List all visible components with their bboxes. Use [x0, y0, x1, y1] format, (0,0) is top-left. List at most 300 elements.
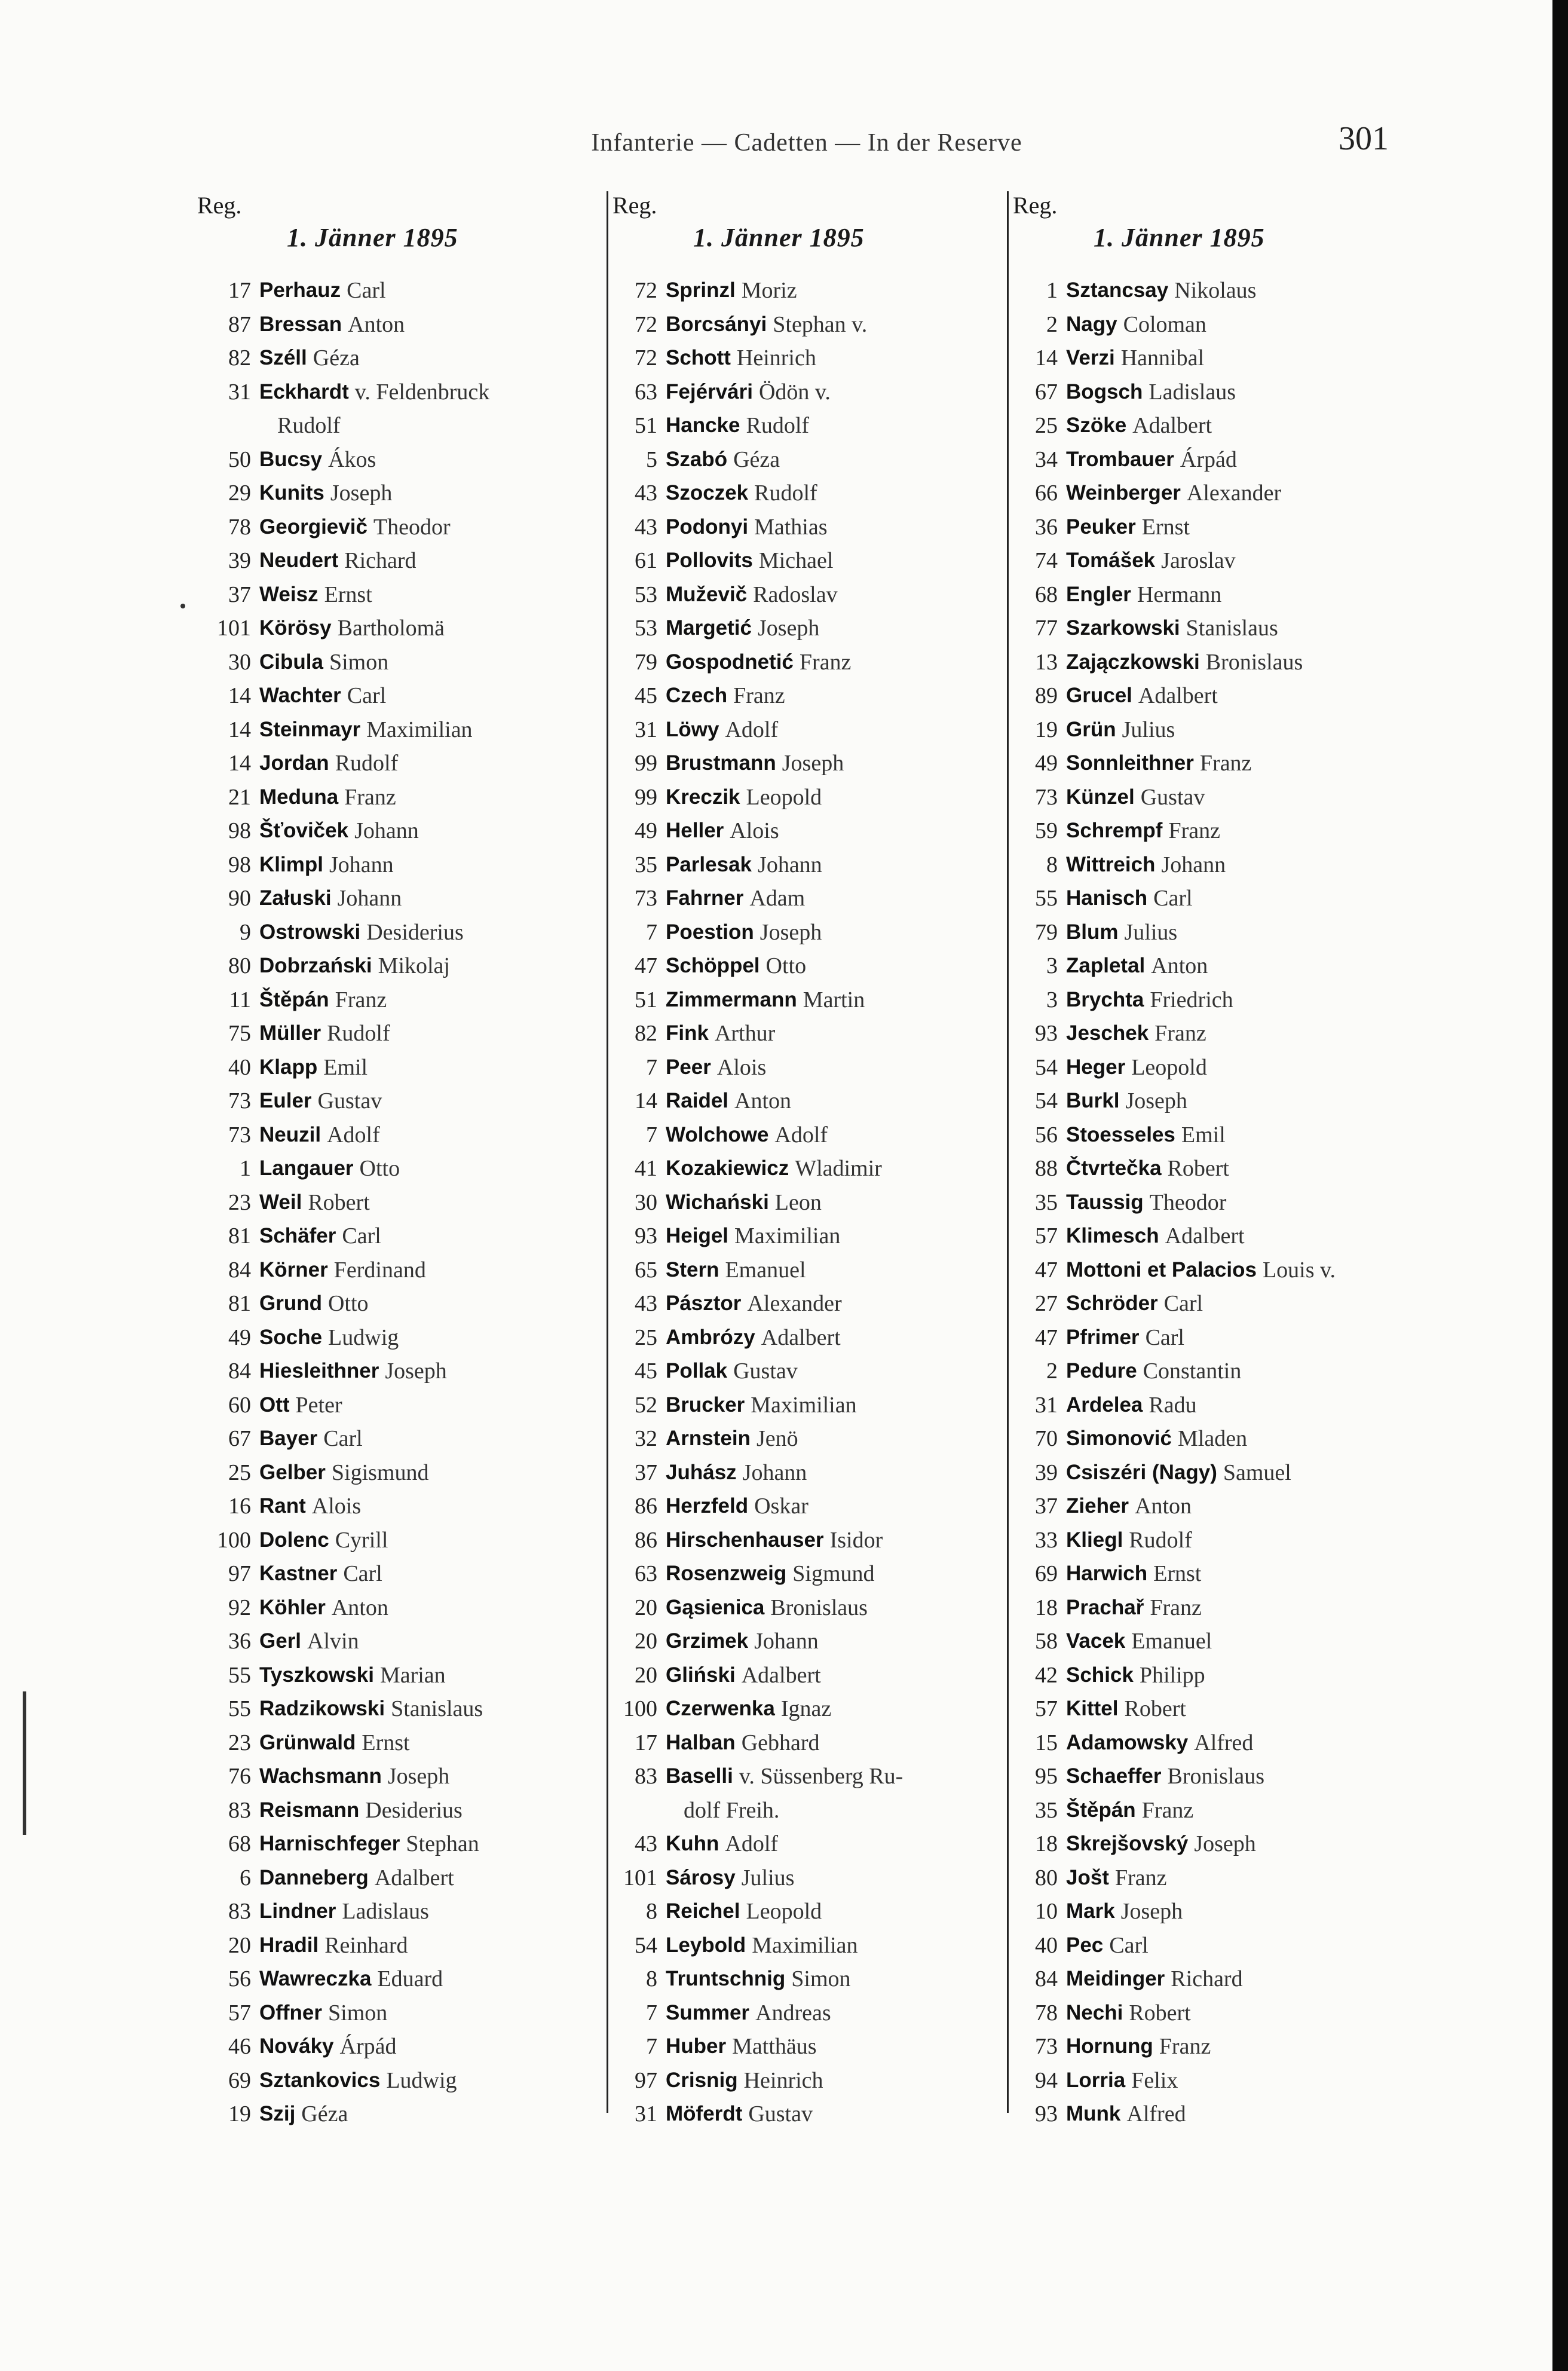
given-name: Leopold	[746, 784, 822, 810]
given-name: Desiderius	[365, 1797, 463, 1823]
surname: Mottoni et Palacios	[1066, 1258, 1257, 1281]
surname: Kastner	[259, 1562, 338, 1585]
given-name: Otto	[359, 1156, 400, 1181]
surname: Sztankovics	[259, 2068, 381, 2092]
reg-number: 53	[635, 616, 657, 641]
reg-number: 78	[1035, 2000, 1058, 2026]
surname: Stern	[666, 1258, 719, 1281]
date-heading: 1. Jänner 1895	[693, 223, 865, 252]
list-item	[604, 578, 986, 612]
reg-number: 56	[228, 1966, 251, 1991]
list-item	[604, 1489, 986, 1523]
given-name: Árpád	[1180, 446, 1237, 472]
surname: Fahrner	[666, 886, 744, 910]
surname: Szarkowski	[1066, 616, 1180, 640]
reg-number: 35	[1035, 1797, 1058, 1823]
given-name: v. Feldenbruck	[354, 379, 490, 405]
reg-number: 40	[228, 1054, 251, 1080]
list-item	[197, 1456, 580, 1490]
date-heading: 1. Jänner 1895	[287, 223, 458, 252]
given-name: Joseph	[782, 751, 844, 776]
list-item	[604, 848, 986, 882]
given-name: Gustav	[317, 1088, 382, 1113]
column-3	[1004, 191, 1386, 2131]
reg-number: 37	[1035, 1494, 1058, 1519]
given-name: Franz	[1141, 1797, 1194, 1823]
given-name: Gustav	[733, 1359, 798, 1384]
list-item	[1004, 1861, 1386, 1895]
list-item	[197, 1186, 580, 1220]
reg-number: 81	[228, 1291, 251, 1316]
surname: Simonović	[1066, 1427, 1172, 1450]
given-name: Emanuel	[1131, 1629, 1212, 1654]
surname: Müller	[259, 1021, 321, 1045]
reg-number: 43	[635, 481, 657, 506]
surname: Rant	[259, 1494, 306, 1518]
list-item	[1004, 1287, 1386, 1321]
surname: Leybold	[666, 1933, 746, 1957]
list-item	[197, 1051, 580, 1085]
given-name: Philipp	[1139, 1662, 1205, 1688]
list-item	[604, 1794, 986, 1828]
reg-number: 58	[1035, 1629, 1058, 1654]
surname: Peuker	[1066, 515, 1136, 539]
reg-number: 8	[1046, 852, 1058, 877]
list-item	[197, 544, 580, 578]
list-item	[1004, 1794, 1386, 1828]
given-name: Joseph	[760, 919, 822, 945]
surname: Gelber	[259, 1460, 326, 1484]
reg-number: 47	[1035, 1257, 1058, 1283]
list-item	[197, 1422, 580, 1456]
list-item	[1004, 1591, 1386, 1625]
given-name: Mathias	[754, 514, 828, 540]
given-name: Moriz	[741, 278, 797, 303]
given-name: Martin	[803, 987, 865, 1012]
given-name: Richard	[1171, 1966, 1243, 1991]
list-item	[1004, 476, 1386, 510]
reg-number: 8	[646, 1899, 657, 1924]
given-name: Rudolf	[746, 413, 810, 438]
list-item	[197, 747, 580, 781]
surname: Zimmermann	[666, 987, 797, 1011]
given-name: Adalbert	[1138, 683, 1218, 708]
list-item	[604, 1895, 986, 1929]
surname: Prachař	[1066, 1595, 1144, 1619]
given-name: Ernst	[1141, 514, 1190, 540]
list-item	[1004, 308, 1386, 342]
list-item	[1004, 882, 1386, 916]
list-item	[1004, 2030, 1386, 2064]
reg-number: 54	[635, 1932, 657, 1958]
reg-number: 88	[1035, 1156, 1058, 1181]
surname: Štěpán	[1066, 1798, 1136, 1822]
surname: Raidel	[666, 1089, 729, 1112]
reg-number: 49	[1035, 751, 1058, 776]
surname: Ambrózy	[666, 1325, 755, 1349]
surname: Pfrimer	[1066, 1325, 1140, 1349]
surname: Danneberg	[259, 1865, 369, 1889]
given-name: Radu	[1149, 1392, 1197, 1418]
surname: Nováky	[259, 2035, 334, 2058]
reg-number: 69	[228, 2067, 251, 2093]
given-name: Adalbert	[741, 1662, 821, 1688]
list-item	[197, 1692, 580, 1726]
reg-number: 20	[635, 1629, 657, 1654]
given-name: Johann	[742, 1460, 807, 1485]
reg-number: 20	[228, 1932, 251, 1958]
list-item	[197, 1557, 580, 1591]
surname: Heller	[666, 819, 724, 842]
surname: Schick	[1066, 1663, 1134, 1687]
entry-list	[197, 274, 580, 2131]
entry-list	[1004, 274, 1386, 2131]
list-item	[1004, 375, 1386, 409]
given-name: Mladen	[1177, 1426, 1248, 1451]
list-item	[197, 1591, 580, 1625]
surname: Margetić	[666, 616, 752, 640]
given-name: Leopold	[746, 1899, 822, 1924]
surname: Lindner	[259, 1899, 336, 1923]
reg-number: 8	[646, 1966, 657, 1991]
list-item	[604, 1388, 986, 1422]
reg-number: 23	[228, 1189, 251, 1215]
list-item	[604, 983, 986, 1017]
list-item	[197, 1017, 580, 1051]
reg-number: 2	[1046, 311, 1058, 337]
given-name: Alois	[311, 1494, 362, 1519]
reg-number: 54	[1035, 1088, 1058, 1113]
list-item	[604, 409, 986, 443]
given-name: Anton	[1135, 1494, 1192, 1519]
list-item	[604, 1152, 986, 1186]
surname: Heigel	[666, 1224, 729, 1247]
list-item	[604, 1321, 986, 1355]
given-name: Anton	[348, 311, 405, 337]
list-item	[1004, 679, 1386, 713]
entry-list	[604, 274, 986, 2131]
list-item	[1004, 1929, 1386, 1963]
reg-number: 101	[623, 1865, 657, 1890]
given-name: Gebhard	[741, 1730, 820, 1755]
list-item	[604, 747, 986, 781]
given-name: Cyrill	[335, 1527, 388, 1553]
reg-number: 83	[635, 1764, 657, 1789]
given-name: Ludwig	[386, 2067, 457, 2093]
given-name: Joseph	[1194, 1831, 1256, 1856]
given-name: Adolf	[774, 1122, 828, 1148]
surname: Georgievič	[259, 515, 368, 539]
reg-number: 63	[635, 1561, 657, 1586]
list-item	[604, 645, 986, 680]
surname: Kliegl	[1066, 1528, 1123, 1552]
given-name: Ernst	[362, 1730, 410, 1755]
surname: Crisnig	[666, 2068, 738, 2092]
list-item	[1004, 2097, 1386, 2131]
reg-number: 57	[1035, 1223, 1058, 1249]
surname: Fejérvári	[666, 380, 753, 403]
list-item	[197, 713, 580, 747]
surname: Weil	[259, 1190, 302, 1214]
surname: Zapletal	[1066, 954, 1146, 977]
list-item	[1004, 544, 1386, 578]
given-name: Constantin	[1143, 1359, 1242, 1384]
surname: Poestion	[666, 920, 754, 944]
surname: Bogsch	[1066, 380, 1143, 403]
surname: Engler	[1066, 582, 1131, 606]
reg-number: 27	[1035, 1291, 1058, 1316]
reg-number: 99	[635, 751, 657, 776]
reg-number: 66	[1035, 481, 1058, 506]
given-name: Carl	[1153, 886, 1193, 911]
given-name: Jenö	[756, 1426, 798, 1451]
given-name: Joseph	[385, 1359, 447, 1384]
surname: Štěpán	[259, 987, 329, 1011]
given-name: Ákos	[328, 446, 376, 472]
list-item	[1004, 781, 1386, 815]
list-item	[1004, 1354, 1386, 1388]
surname: Neuzil	[259, 1122, 321, 1146]
surname: Klapp	[259, 1055, 318, 1079]
reg-number: 72	[635, 278, 657, 303]
surname: Kozakiewicz	[666, 1157, 789, 1180]
surname: Hanisch	[1066, 886, 1148, 910]
surname: Pásztor	[666, 1292, 742, 1315]
given-name: Arthur	[714, 1021, 776, 1046]
surname: Jordan	[259, 751, 329, 775]
given-name: Ladislaus	[1149, 379, 1236, 405]
reg-number: 31	[635, 717, 657, 742]
given-name: Joseph	[1120, 1899, 1183, 1924]
column-2	[604, 191, 986, 2131]
list-item	[1004, 1962, 1386, 1996]
reg-number: 2	[1046, 1359, 1058, 1384]
reg-number: 15	[1035, 1730, 1058, 1755]
list-item	[197, 1962, 580, 1996]
given-name: Anton	[331, 1595, 388, 1620]
given-name: Géza	[313, 345, 360, 371]
surname: Reichel	[666, 1899, 740, 1923]
reg-number: 1	[240, 1156, 251, 1181]
surname: Wawreczka	[259, 1967, 372, 1990]
given-name: Joseph	[387, 1764, 450, 1789]
surname: Hancke	[666, 414, 740, 437]
reg-number: 93	[635, 1223, 657, 1249]
given-name: Robert	[1124, 1696, 1186, 1721]
reg-number: 56	[1035, 1122, 1058, 1148]
list-item	[1004, 1523, 1386, 1558]
reg-number: 5	[646, 446, 657, 472]
reg-number: 95	[1035, 1764, 1058, 1789]
given-name: dolf Freih.	[684, 1797, 780, 1823]
list-item	[604, 1827, 986, 1861]
list-item	[197, 1489, 580, 1523]
given-name: Alexander	[747, 1291, 842, 1316]
given-name: Alois	[716, 1054, 767, 1080]
given-name: Richard	[344, 548, 416, 573]
surname: Schäfer	[259, 1224, 336, 1247]
given-name: Eduard	[377, 1966, 443, 1991]
surname: Herzfeld	[666, 1494, 749, 1518]
list-item	[1004, 1186, 1386, 1220]
reg-number: 31	[228, 379, 251, 405]
reg-number: 42	[1035, 1662, 1058, 1688]
given-name: Géza	[733, 446, 780, 472]
given-name: Stanislaus	[391, 1696, 483, 1721]
surname: Dolenc	[259, 1528, 329, 1552]
reg-number: 83	[228, 1797, 251, 1823]
reg-number: 31	[1035, 1392, 1058, 1418]
surname: Perhauz	[259, 279, 341, 302]
list-item	[1004, 983, 1386, 1017]
given-name: Ignaz	[780, 1696, 832, 1721]
given-name: Maximilian	[752, 1932, 858, 1958]
surname: Nechi	[1066, 2000, 1123, 2024]
list-item	[197, 1794, 580, 1828]
given-name: Rudolf	[1129, 1527, 1192, 1553]
given-name: Stephan	[406, 1831, 479, 1856]
reg-number: 41	[635, 1156, 657, 1181]
given-name: Franz	[344, 784, 396, 810]
reg-number: 67	[228, 1426, 251, 1451]
reg-number: 54	[1035, 1054, 1058, 1080]
surname: Borcsányi	[666, 312, 767, 336]
reg-number: 98	[228, 818, 251, 843]
given-name: Adalbert	[1132, 413, 1212, 438]
surname: Steinmayr	[259, 717, 361, 741]
surname: Cibula	[259, 650, 323, 674]
surname: Körner	[259, 1258, 328, 1281]
surname: Šťoviček	[259, 819, 349, 842]
surname: Klimpl	[259, 852, 323, 876]
list-item	[604, 2097, 986, 2131]
given-name: Theodor	[1149, 1189, 1227, 1215]
surname: Sárosy	[666, 1865, 736, 1889]
list-item	[1004, 341, 1386, 375]
given-name: Adalbert	[374, 1865, 454, 1890]
given-name: Rudolf	[754, 481, 817, 506]
surname: Ardelea	[1066, 1393, 1143, 1417]
reg-number: 11	[229, 987, 251, 1012]
surname: Blum	[1066, 920, 1119, 944]
given-name: Árpád	[339, 2034, 397, 2059]
surname: Möferdt	[666, 2102, 743, 2125]
reg-number: 70	[1035, 1426, 1058, 1451]
reg-number: 10	[1035, 1899, 1058, 1924]
reg-number: 72	[635, 345, 657, 371]
surname: Wittreich	[1066, 852, 1156, 876]
given-name: Johann	[329, 852, 394, 877]
list-item	[1004, 1895, 1386, 1929]
list-item	[1004, 274, 1386, 308]
surname: Vacek	[1066, 1629, 1126, 1653]
list-item	[1004, 1084, 1386, 1118]
reg-number: 25	[635, 1324, 657, 1350]
given-name: Rudolf	[277, 413, 341, 438]
reg-number: 98	[228, 852, 251, 877]
given-name: Ernst	[324, 582, 372, 607]
given-name: Maximilian	[734, 1223, 841, 1249]
list-item	[197, 578, 580, 612]
reg-number: 63	[635, 379, 657, 405]
surname: Széll	[259, 346, 307, 369]
surname: Szöke	[1066, 414, 1127, 437]
list-item	[604, 274, 986, 308]
reg-number: 29	[228, 481, 251, 506]
running-header: Infanterie — Cadetten — In der Reserve	[591, 129, 1022, 157]
reg-number: 101	[217, 616, 251, 641]
list-item	[604, 1591, 986, 1625]
surname: Reismann	[259, 1798, 360, 1822]
reg-number: 73	[228, 1122, 251, 1148]
reg-number: 20	[635, 1662, 657, 1688]
surname: Ott	[259, 1393, 290, 1417]
given-name: Alois	[730, 818, 779, 843]
list-item	[1004, 1152, 1386, 1186]
given-name: Alvin	[307, 1629, 359, 1654]
reg-number: 37	[228, 582, 251, 607]
reg-number: 100	[217, 1527, 251, 1553]
reg-label: Reg.	[612, 192, 657, 219]
list-item	[604, 1659, 986, 1693]
given-name: Joseph	[1125, 1088, 1187, 1113]
reg-number: 23	[228, 1730, 251, 1755]
reg-number: 19	[1035, 717, 1058, 742]
list-item	[1004, 1489, 1386, 1523]
surname: Czerwenka	[666, 1697, 775, 1720]
given-name: Carl	[1163, 1291, 1203, 1316]
surname: Huber	[666, 2035, 727, 2058]
surname: Pollovits	[666, 549, 753, 572]
surname: Munk	[1066, 2102, 1121, 2125]
reg-number: 35	[1035, 1189, 1058, 1215]
reg-number: 60	[228, 1392, 251, 1418]
list-item	[197, 645, 580, 680]
list-item	[604, 1084, 986, 1118]
surname: Heger	[1066, 1055, 1126, 1079]
given-name: Carl	[1145, 1324, 1184, 1350]
reg-number: 73	[228, 1088, 251, 1113]
given-name: Ferdinand	[333, 1257, 426, 1283]
list-item	[604, 443, 986, 477]
list-item	[1004, 1726, 1386, 1760]
list-item	[1004, 1422, 1386, 1456]
list-item	[604, 2064, 986, 2098]
surname: Grünwald	[259, 1730, 356, 1754]
reg-number: 31	[635, 2101, 657, 2127]
reg-number: 92	[228, 1595, 251, 1620]
surname: Tomášek	[1066, 549, 1156, 572]
reg-number: 36	[228, 1629, 251, 1654]
list-item	[197, 916, 580, 950]
list-item	[604, 1692, 986, 1726]
reg-number: 43	[635, 1291, 657, 1316]
reg-number: 32	[635, 1426, 657, 1451]
surname: Grün	[1066, 717, 1116, 741]
surname: Künzel	[1066, 785, 1135, 809]
reg-number: 43	[635, 1831, 657, 1856]
given-name: Robert	[308, 1189, 370, 1215]
reg-number: 34	[1035, 446, 1058, 472]
given-name: Gustav	[748, 2101, 813, 2127]
given-name: Rudolf	[335, 751, 399, 776]
reg-number: 39	[1035, 1460, 1058, 1485]
list-item	[604, 1726, 986, 1760]
surname: Szoczek	[666, 481, 749, 504]
reg-number: 79	[1035, 919, 1058, 945]
surname: Schrempf	[1066, 819, 1163, 842]
given-name: Franz	[1168, 818, 1220, 843]
